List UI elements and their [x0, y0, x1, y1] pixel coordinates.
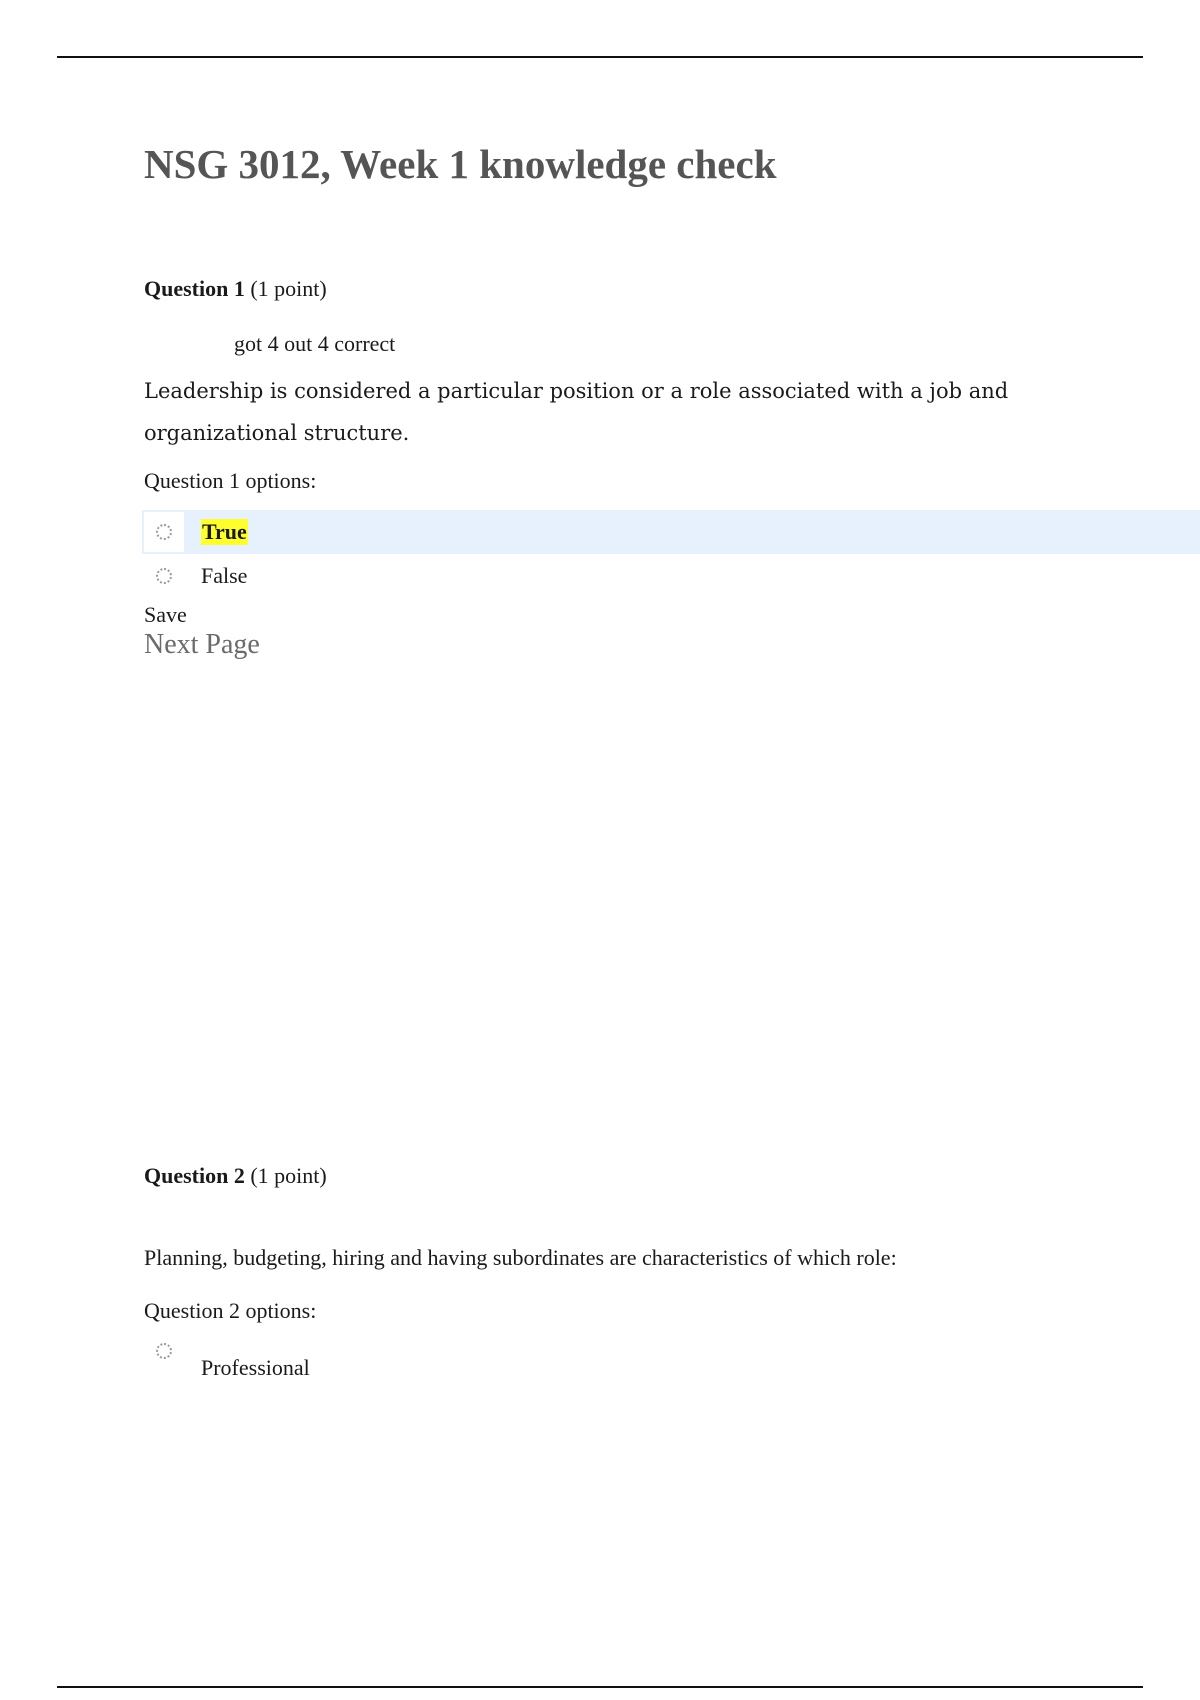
page-title: NSG 3012, Week 1 knowledge check	[144, 141, 777, 187]
radio-button-icon[interactable]	[144, 1339, 184, 1363]
bottom-rule	[57, 1686, 1143, 1688]
top-rule	[57, 56, 1143, 58]
question-2-label: Question 2	[144, 1163, 245, 1188]
question-1-heading	[144, 276, 327, 302]
radio-button-icon[interactable]	[144, 512, 184, 552]
question-2-options-label: Question 2 options:	[144, 1298, 317, 1323]
question-1-option-false[interactable]	[142, 554, 247, 598]
question-1-prompt: Leadership is considered a particular position or a role associated with a job and organizational structure.	[144, 379, 1009, 445]
radio-button-icon[interactable]	[144, 556, 184, 596]
next-page-link[interactable]: Next Page	[144, 629, 260, 660]
save-link[interactable]: Save	[144, 602, 187, 627]
option-false-label: False	[201, 563, 248, 588]
question-2-option-professional[interactable]	[142, 1339, 310, 1383]
option-true-label: True	[202, 519, 247, 544]
score-note: got 4 out 4 correct	[234, 331, 396, 356]
question-1-options-label: Question 1 options:	[144, 468, 317, 493]
question-2-points: (1 point)	[250, 1163, 327, 1188]
question-2-prompt: Planning, budgeting, hiring and having subordinates are characteristics of which role:	[144, 1245, 897, 1270]
option-professional-label: Professional	[201, 1355, 310, 1380]
question-1-label: Question 1	[144, 276, 245, 301]
question-2-heading	[144, 1163, 327, 1189]
question-1-points: (1 point)	[250, 276, 327, 301]
question-1-option-true[interactable]	[142, 510, 1200, 554]
